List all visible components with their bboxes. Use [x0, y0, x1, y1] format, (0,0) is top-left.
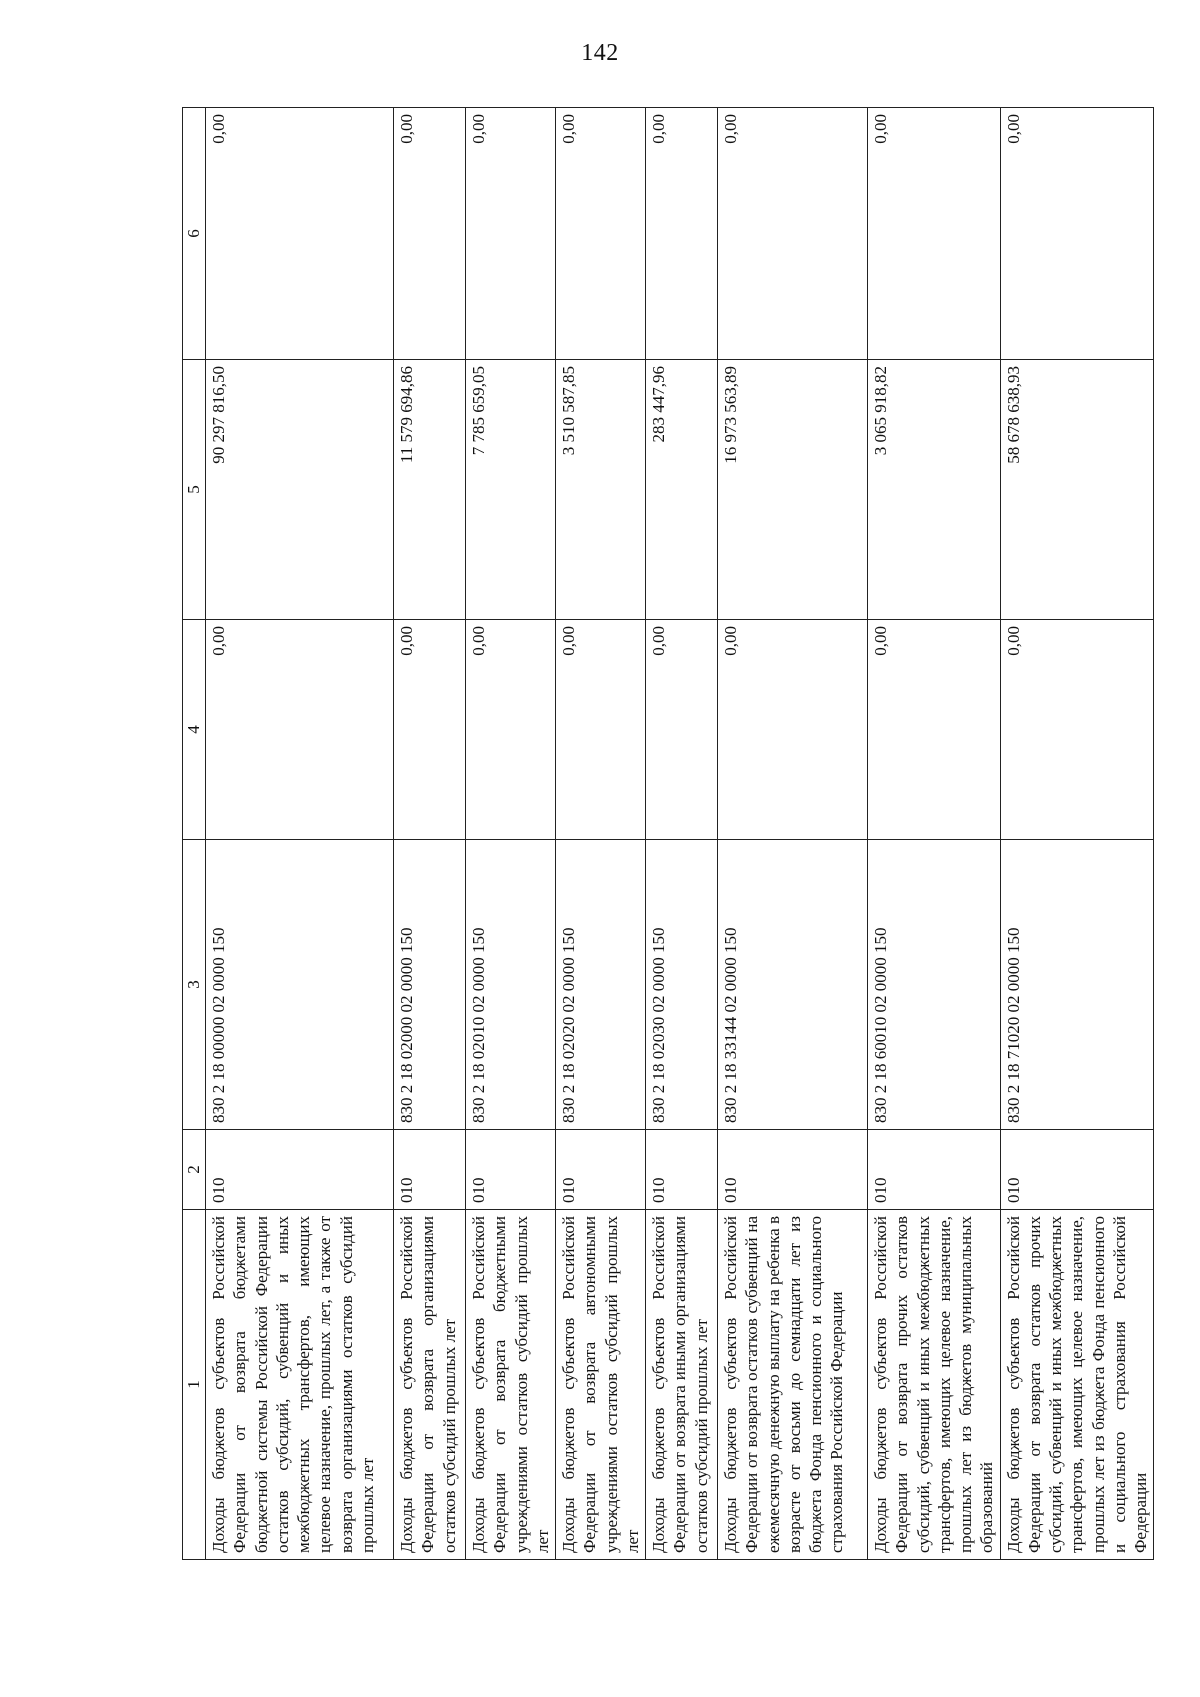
column-6-value: 0,00	[868, 108, 1001, 360]
column-5-value: 58 678 638,93	[1000, 360, 1154, 620]
column-5-value: 90 297 816,50	[206, 360, 394, 620]
column-header-5: 5	[183, 360, 206, 620]
column-4-value: 0,00	[646, 620, 718, 840]
table-row	[206, 108, 394, 1560]
column-6-value: 0,00	[556, 108, 646, 360]
line-code: 010	[1000, 1130, 1154, 1210]
line-code: 010	[718, 1130, 868, 1210]
table-header-row	[183, 108, 206, 1560]
column-5-value: 283 447,96	[646, 360, 718, 620]
column-6-value: 0,00	[206, 108, 394, 360]
revenue-name: Доходы бюджетов субъектов Российской Федерации от возврата автономными учреждениями остатков субсидий прошлых лет	[556, 1210, 646, 1560]
page-number: 142	[581, 40, 619, 66]
column-header-3: 3	[183, 840, 206, 1130]
budget-classification-code: 830 2 18 33144 02 0000 150	[718, 840, 868, 1130]
column-4-value: 0,00	[556, 620, 646, 840]
column-4-value: 0,00	[394, 620, 466, 840]
budget-classification-code: 830 2 18 60010 02 0000 150	[868, 840, 1001, 1130]
table-row	[556, 108, 646, 1560]
column-6-value: 0,00	[646, 108, 718, 360]
rotated-table-container	[182, 108, 1150, 1560]
table-row	[466, 108, 556, 1560]
budget-classification-code: 830 2 18 00000 02 0000 150	[206, 840, 394, 1130]
column-6-value: 0,00	[1000, 108, 1154, 360]
column-5-value: 16 973 563,89	[718, 360, 868, 620]
column-6-value: 0,00	[466, 108, 556, 360]
column-5-value: 11 579 694,86	[394, 360, 466, 620]
line-code: 010	[646, 1130, 718, 1210]
line-code: 010	[394, 1130, 466, 1210]
revenue-name: Доходы бюджетов субъектов Российской Федерации от возврата бюджетными учреждениями остатков субсидий прошлых лет	[466, 1210, 556, 1560]
revenue-name: Доходы бюджетов субъектов Российской Федерации от возврата бюджетами бюджетной системы Российской Федерации остатков субсидий, субвенций и иных межбюджетных трансфертов, имеющих целевое назначение, прошлых лет, а также от возврата организациями остатков субсидий прошлых лет	[206, 1210, 394, 1560]
line-code: 010	[556, 1130, 646, 1210]
revenue-name: Доходы бюджетов субъектов Российской Федерации от возврата остатков прочих субсидий, субвенций и иных межбюджетных трансфертов, имеющих целевое назначение, прошлых лет из бюджета Фонда пенсионного и социального страхования Российской Федерации	[1000, 1210, 1154, 1560]
column-header-6: 6	[183, 108, 206, 360]
table-row	[868, 108, 1001, 1560]
table-row	[646, 108, 718, 1560]
line-code: 010	[206, 1130, 394, 1210]
column-4-value: 0,00	[206, 620, 394, 840]
budget-classification-code: 830 2 18 02010 02 0000 150	[466, 840, 556, 1130]
column-4-value: 0,00	[466, 620, 556, 840]
column-5-value: 3 065 918,82	[868, 360, 1001, 620]
column-4-value: 0,00	[868, 620, 1001, 840]
column-5-value: 3 510 587,85	[556, 360, 646, 620]
column-4-value: 0,00	[718, 620, 868, 840]
line-code: 010	[466, 1130, 556, 1210]
line-code: 010	[868, 1130, 1001, 1210]
table-row	[394, 108, 466, 1560]
table-row	[1000, 108, 1154, 1560]
budget-classification-code: 830 2 18 02020 02 0000 150	[556, 840, 646, 1130]
revenue-name: Доходы бюджетов субъектов Российской Федерации от возврата иными организациями остатков субсидий прошлых лет	[646, 1210, 718, 1560]
budget-classification-code: 830 2 18 71020 02 0000 150	[1000, 840, 1154, 1130]
table-row	[718, 108, 868, 1560]
revenue-name: Доходы бюджетов субъектов Российской Федерации от возврата организациями остатков субсидий прошлых лет	[394, 1210, 466, 1560]
budget-revenue-table	[182, 107, 1154, 1560]
revenue-name: Доходы бюджетов субъектов Российской Федерации от возврата остатков субвенций на ежемесячную денежную выплату на ребенка в возрасте от восьми до семнадцати лет из бюджета Фонда пенсионного и социального страхования Российской Федерации	[718, 1210, 868, 1560]
budget-classification-code: 830 2 18 02000 02 0000 150	[394, 840, 466, 1130]
column-4-value: 0,00	[1000, 620, 1154, 840]
column-5-value: 7 785 659,05	[466, 360, 556, 620]
column-header-2: 2	[183, 1130, 206, 1210]
column-6-value: 0,00	[394, 108, 466, 360]
budget-classification-code: 830 2 18 02030 02 0000 150	[646, 840, 718, 1130]
revenue-name: Доходы бюджетов субъектов Российской Федерации от возврата прочих остатков субсидий, субвенций и иных межбюджетных трансфертов, имеющих целевое назначение, прошлых лет из бюджетов муниципальных образований	[868, 1210, 1001, 1560]
column-header-4: 4	[183, 620, 206, 840]
column-header-1: 1	[183, 1210, 206, 1560]
column-6-value: 0,00	[718, 108, 868, 360]
